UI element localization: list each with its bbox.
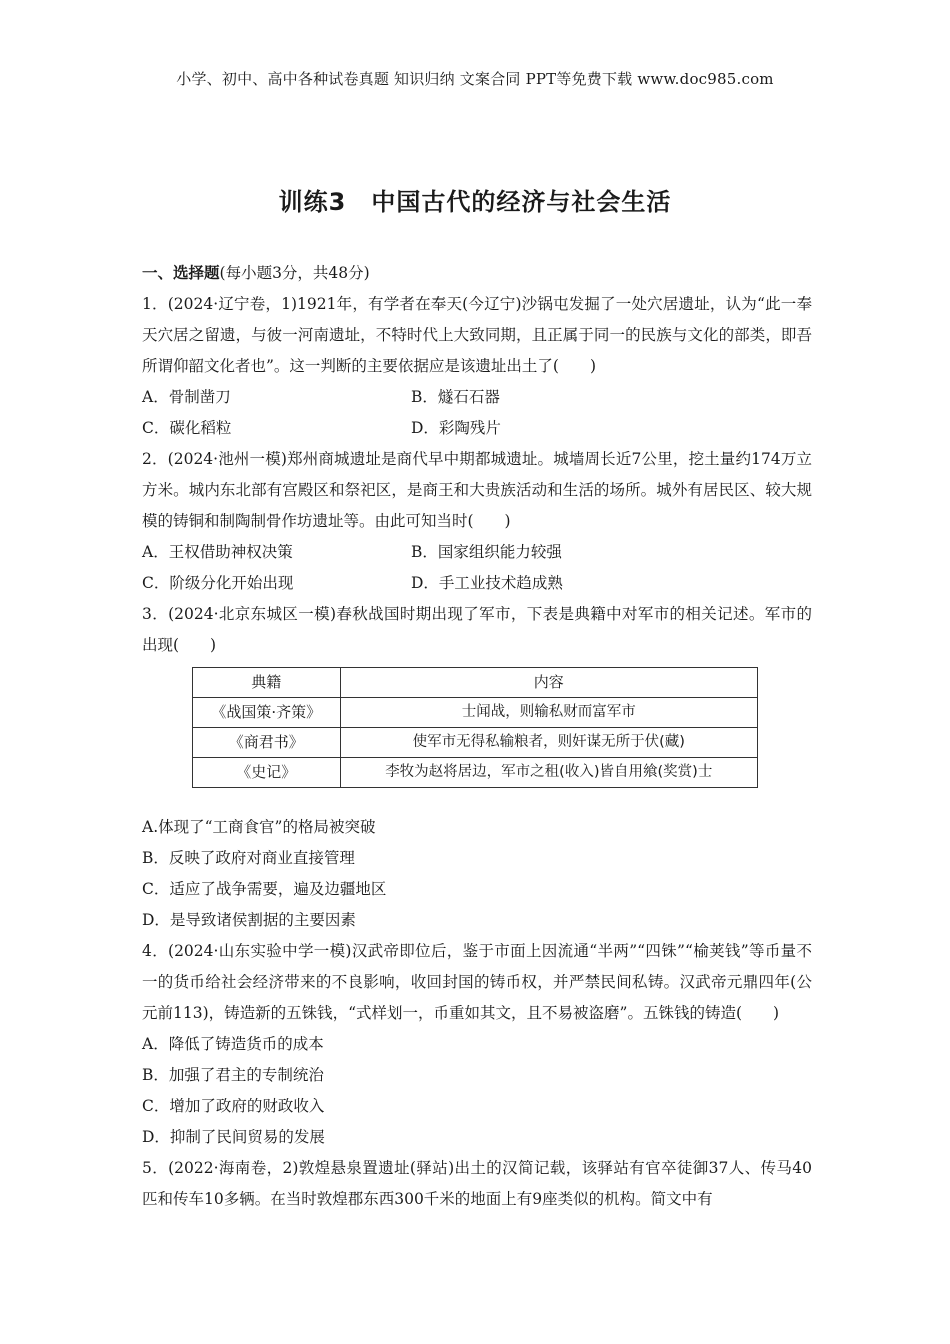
question-1-option-a: A．骨制凿刀 bbox=[142, 388, 231, 406]
table-row bbox=[193, 728, 758, 758]
question-1-stem: 1．(2024·辽宁卷，1)1921年，有学者在奉天(今辽宁)沙锅屯发掘了一处穴居遗址，认为“此一奉天穴居之留遗，与彼一河南遗址，不特时代上大致同期，且正属于同一的民族与文化的部类，即吾所谓仰韶文化者也”。这一判断的主要依据应是该遗址出土了( ) bbox=[142, 295, 812, 375]
question-4-stem: 4．(2024·山东实验中学一模)汉武帝即位后，鉴于市面上因流通“半两”“四铢”“榆荚钱”等币量不一的货币给社会经济带来的不良影响，收回封国的铸币权，并严禁民间私铸。汉武帝元鼎四年(公元前113)，铸造新的五铢钱，“式样划一，币重如其文，且不易被盗磨”。五铢钱的铸造( ) bbox=[142, 942, 812, 1022]
table-header-classic: 典籍 bbox=[193, 668, 341, 698]
question-1-options-row-1 bbox=[142, 382, 812, 413]
question-2-stem: 2．(2024·池州一模)郑州商城遗址是商代早中期都城遗址。城墙周长近7公里，挖土量约174万立方米。城内东北部有宫殿区和祭祀区，是商王和大贵族活动和生活的场所。城外有居民区、较大规模的铸铜和制陶制骨作坊遗址等。由此可知当时( ) bbox=[142, 450, 812, 530]
question-4-option-a: A．降低了铸造货币的成本 bbox=[142, 1035, 324, 1053]
table-cell-content: 李牧为赵将居边，军市之租(收入)皆自用飨(奖赏)士 bbox=[340, 758, 757, 788]
question-1-options-row-2 bbox=[142, 413, 812, 444]
page-header: 小学、初中、高中各种试卷真题 知识归纳 文案合同 PPT等免费下载 www.doc985.com bbox=[176, 70, 774, 88]
table-header-content: 内容 bbox=[340, 668, 757, 698]
question-4-option-d: D．抑制了民间贸易的发展 bbox=[142, 1128, 325, 1146]
question-2-option-a: A．王权借助神权决策 bbox=[142, 543, 293, 561]
question-3-option-a: A.体现了“工商食官”的格局被突破 bbox=[142, 818, 376, 836]
question-2-option-c: C．阶级分化开始出现 bbox=[142, 574, 294, 592]
question-3-option-c: C．适应了战争需要，遍及边疆地区 bbox=[142, 880, 387, 898]
table-row bbox=[193, 698, 758, 728]
question-2-option-d: D．手工业技术趋成熟 bbox=[411, 574, 563, 592]
section-label: 一、选择题 bbox=[142, 264, 220, 282]
section-heading bbox=[142, 258, 812, 289]
question-4-option-b: B．加强了君主的专制统治 bbox=[142, 1066, 324, 1084]
question-1-option-d: D．彩陶残片 bbox=[411, 419, 501, 437]
question-2-option-b: B．国家组织能力较强 bbox=[411, 543, 562, 561]
table-row bbox=[193, 758, 758, 788]
question-2-options-row-2 bbox=[142, 568, 812, 599]
section-note: (每小题3分，共48分) bbox=[219, 264, 370, 282]
table-cell-classic: 《史记》 bbox=[193, 758, 341, 788]
table-cell-content: 士闻战，则输私财而富军市 bbox=[340, 698, 757, 728]
question-1-option-c: C．碳化稻粒 bbox=[142, 419, 232, 437]
question-3-option-b: B．反映了政府对商业直接管理 bbox=[142, 849, 355, 867]
table-cell-classic: 《商君书》 bbox=[193, 728, 341, 758]
exercise-content bbox=[142, 258, 812, 1215]
question-5-stem: 5．(2022·海南卷，2)敦煌悬泉置遗址(驿站)出土的汉简记载，该驿站有官卒徒御37人、传马40匹和传车10多辆。在当时敦煌郡东西300千米的地面上有9座类似的机构。简文中有 bbox=[142, 1159, 812, 1208]
source-table bbox=[192, 667, 758, 788]
table-cell-classic: 《战国策·齐策》 bbox=[193, 698, 341, 728]
page-title: 训练3 中国古代的经济与社会生活 bbox=[278, 188, 672, 216]
question-2-options-row-1 bbox=[142, 537, 812, 568]
question-3-stem: 3．(2024·北京东城区一模)春秋战国时期出现了军市，下表是典籍中对军市的相关记述。军市的出现( ) bbox=[142, 605, 812, 654]
table-header-row bbox=[193, 668, 758, 698]
question-1-option-b: B．燧石石器 bbox=[411, 388, 500, 406]
question-3-option-d: D．是导致诸侯割据的主要因素 bbox=[142, 911, 356, 929]
question-4-option-c: C．增加了政府的财政收入 bbox=[142, 1097, 325, 1115]
table-cell-content: 使军市无得私输粮者，则奸谋无所于伏(藏) bbox=[340, 728, 757, 758]
